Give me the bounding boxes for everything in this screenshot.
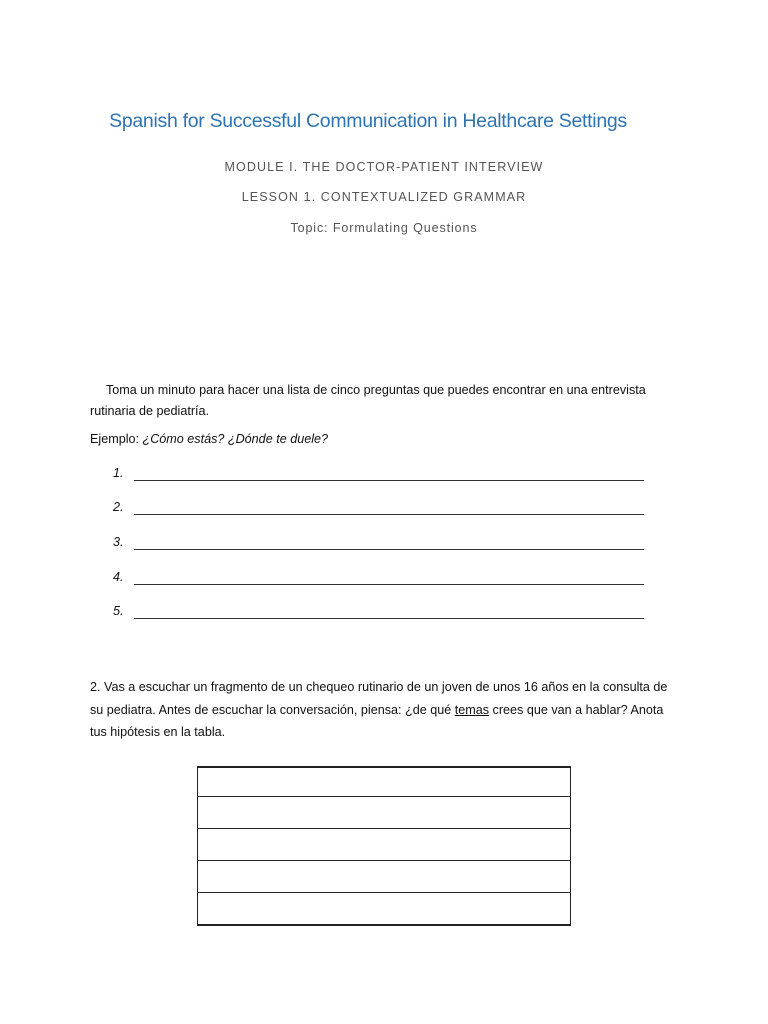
example-label: Ejemplo:: [90, 432, 143, 446]
hypothesis-table: [197, 766, 571, 926]
exercise1-instruction: Toma un minuto para hacer una lista de cinco preguntas que puedes encontrar en una entrevista rutinaria de pediatría.: [90, 383, 646, 418]
table-cell[interactable]: [198, 861, 571, 893]
answer-number: 5.: [113, 604, 124, 618]
answer-blank[interactable]: [134, 549, 644, 550]
table-row: [198, 797, 571, 829]
answer-blank[interactable]: [134, 584, 644, 585]
exercise2-text-after: crees que van a hablar? Anota tus hipótesis en la tabla.: [90, 702, 664, 739]
table-row: [198, 829, 571, 861]
lesson-heading: LESSON 1. CONTEXTUALIZED GRAMMAR: [241, 190, 527, 204]
exercise2-text-before: 2. Vas a escuchar un fragmento de un chequeo rutinario de un joven de unos 16 años en la consulta de su pediatra. Antes de escuchar la conversación, piensa: ¿de qué: [90, 680, 668, 717]
answer-blank[interactable]: [134, 514, 644, 515]
table-row: [198, 767, 571, 797]
answer-line-3[interactable]: [113, 535, 644, 553]
table-row: [198, 861, 571, 893]
answer-number: 1.: [113, 466, 124, 480]
answer-blank[interactable]: [134, 618, 644, 619]
answer-line-4[interactable]: [113, 570, 644, 588]
answer-line-2[interactable]: [113, 500, 644, 518]
exercise2-underlined-word: temas: [454, 702, 490, 717]
answer-number: 2.: [113, 500, 124, 514]
answer-blank[interactable]: [134, 480, 644, 481]
table-row: [198, 893, 571, 926]
table-cell[interactable]: [198, 767, 571, 797]
example-line: [90, 429, 690, 450]
example-questions: ¿Cómo estás? ¿Dónde te duele?: [142, 432, 329, 446]
module-heading: MODULE I. THE DOCTOR-PATIENT INTERVIEW: [224, 160, 544, 174]
table-cell[interactable]: [198, 829, 571, 861]
table-cell[interactable]: [198, 893, 571, 926]
table-cell[interactable]: [198, 797, 571, 829]
document-title: Spanish for Successful Communication in Healthcare Settings: [109, 110, 627, 132]
topic-heading: Topic: Formulating Questions: [290, 221, 478, 235]
answer-line-5[interactable]: [113, 604, 644, 622]
exercise2-instruction: [90, 676, 680, 744]
answer-line-1[interactable]: [113, 466, 644, 484]
answer-number: 3.: [113, 535, 124, 549]
answer-number: 4.: [113, 570, 124, 584]
